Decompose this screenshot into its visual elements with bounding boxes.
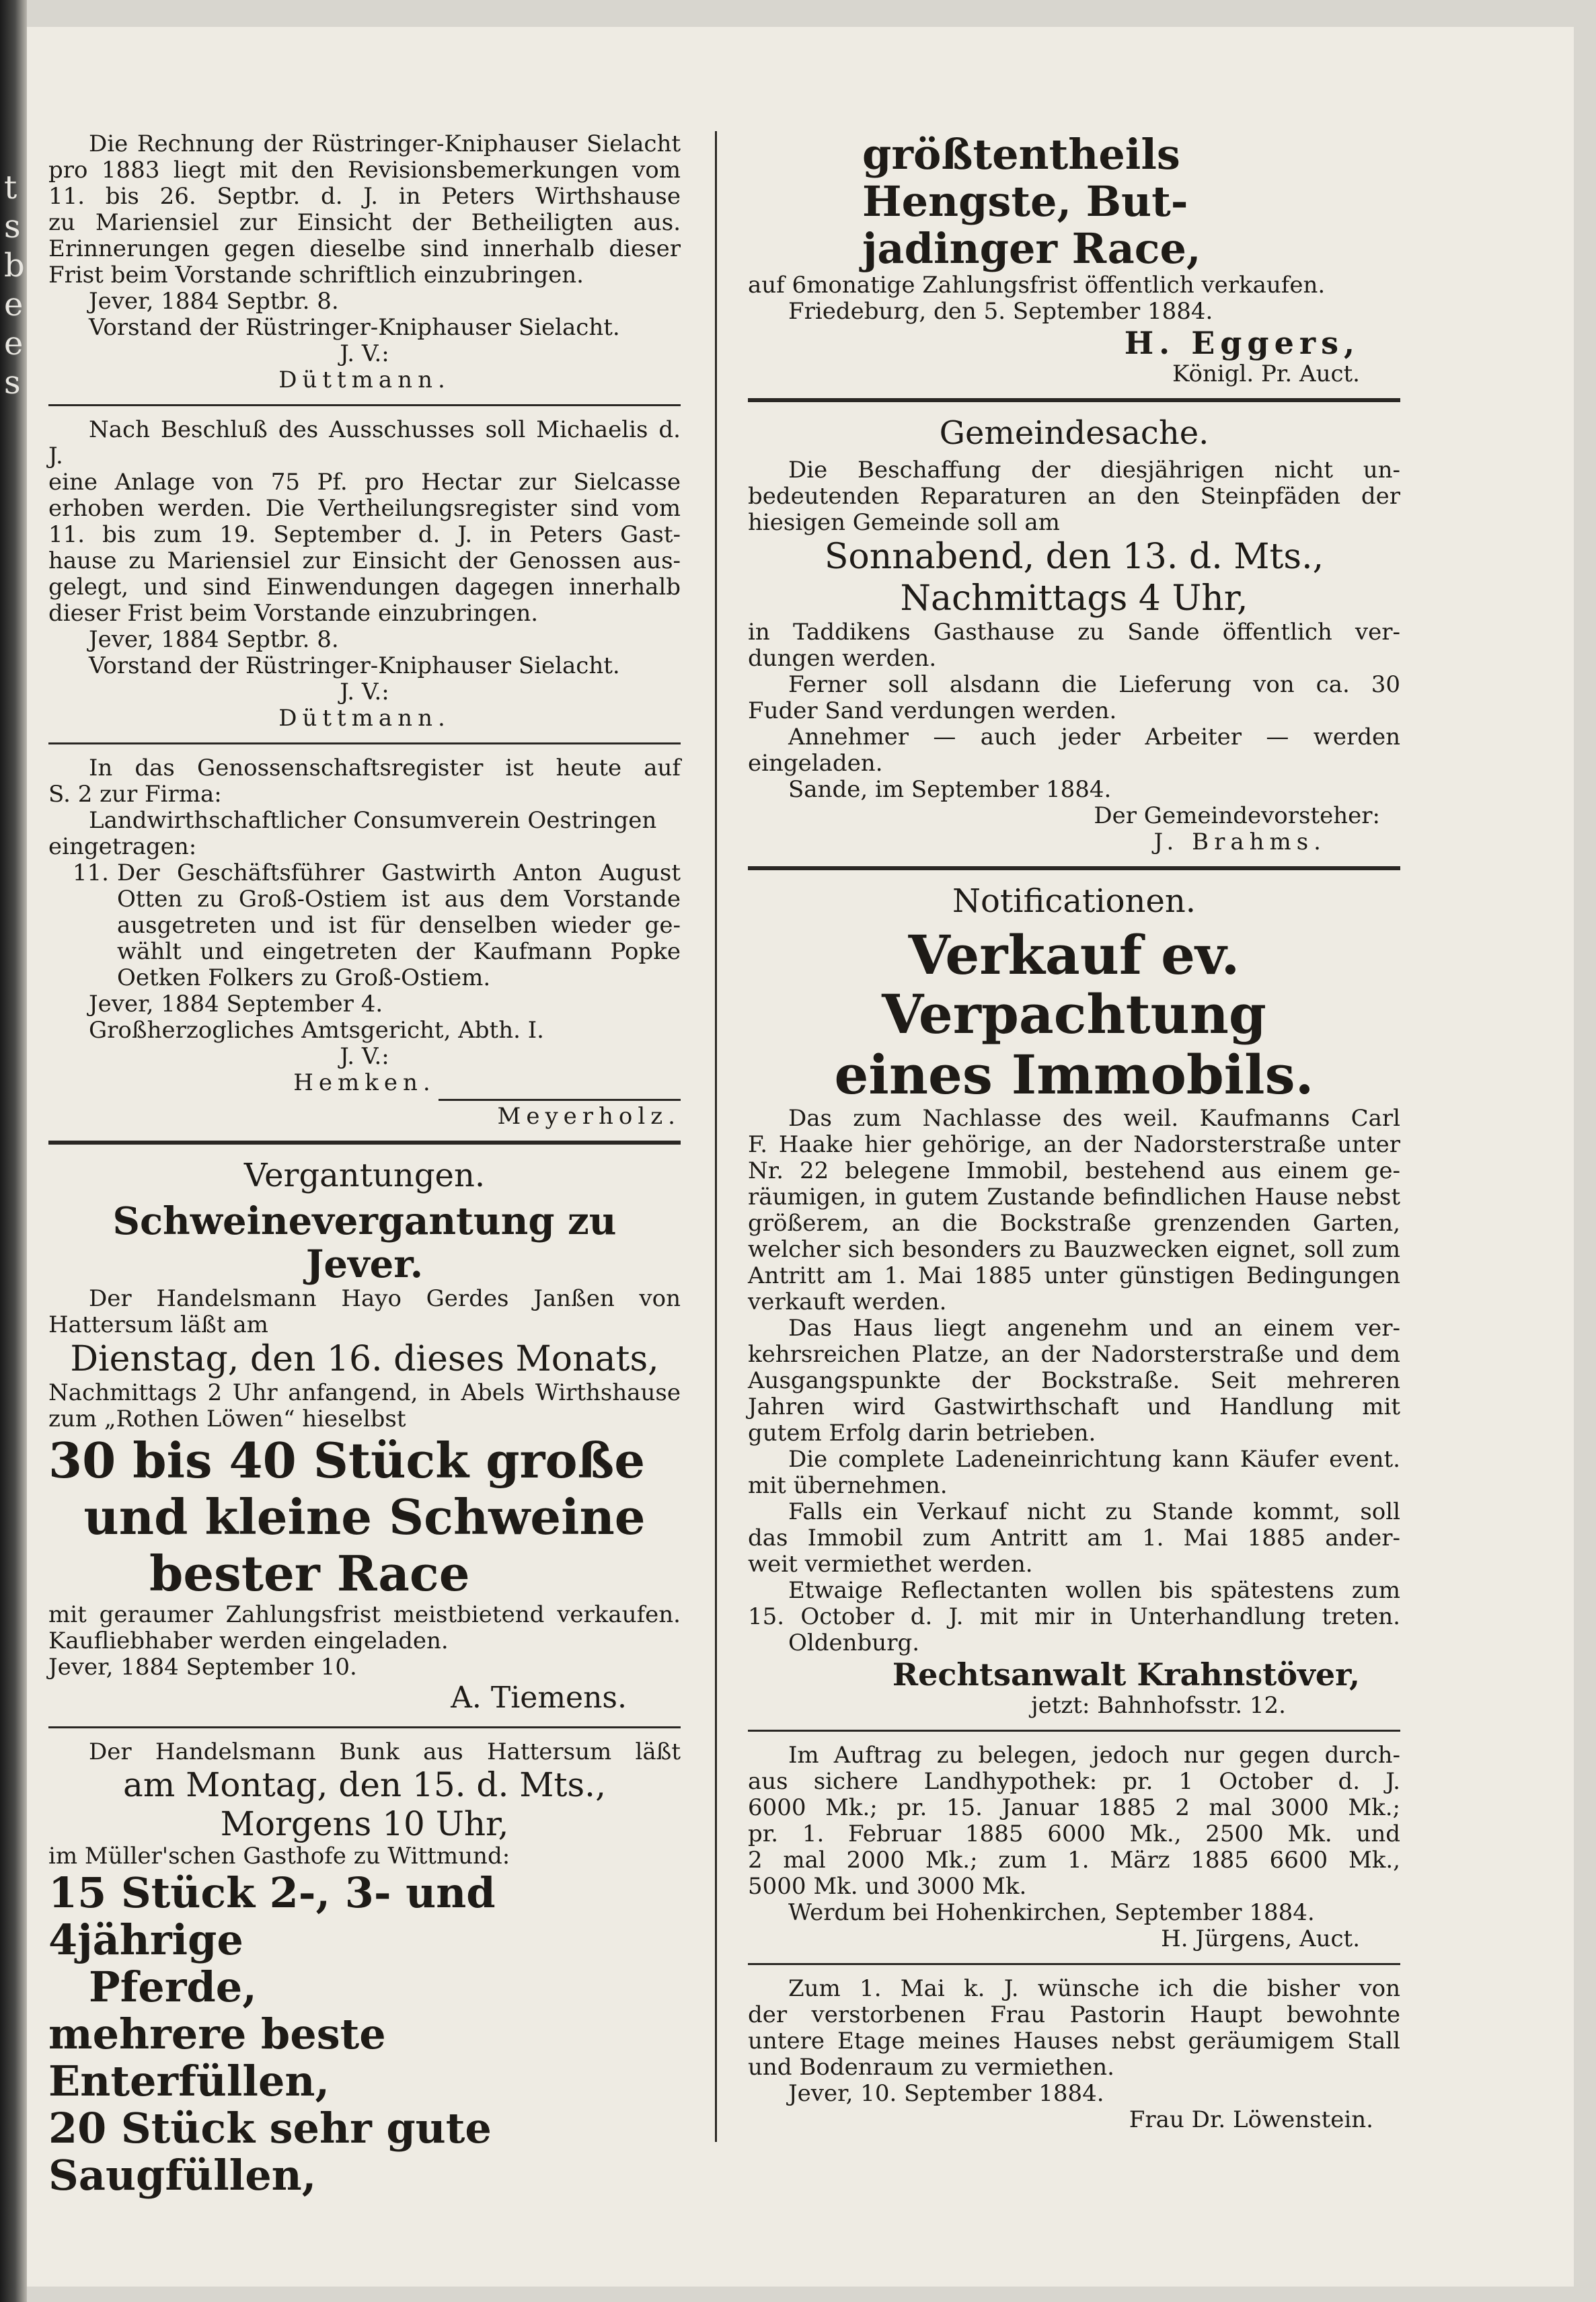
ad-headline: eines Immobils. — [834, 1043, 1314, 1106]
separator-rule — [748, 1730, 1400, 1732]
signer: H. Eggers, — [1124, 325, 1360, 361]
offer-line: 20 Stück sehr gute Saugfüllen, — [48, 2104, 492, 2200]
ad-line: zu Mariensiel zur Einsicht der Betheiligten aus. — [48, 209, 681, 236]
ad-line: auf 6monatige Zahlungsfrist öffentlich verkaufen. — [748, 272, 1326, 299]
ad-line: aus sichere Landhypothek: pr. 1 October d. J. — [748, 1768, 1400, 1795]
ad-line: 5000 Mk. und 3000 Mk. — [748, 1873, 1027, 1900]
ad-line: 6000 Mk.; pr. 15. Januar 1885 2 mal 3000 Mk.; — [748, 1794, 1400, 1821]
ad-line: erhoben werden. Die Vertheilungsregister sind vom — [48, 495, 681, 522]
section-title: Vergantungen. — [243, 1157, 486, 1194]
margin-mark: e — [4, 286, 24, 323]
ad-line: In das Genossenschaftsregister ist heute auf — [89, 755, 681, 781]
separator-rule — [48, 1141, 681, 1145]
ad-line: pro 1883 liegt mit den Revisionsbemerkungen vom — [48, 157, 681, 184]
ad-line: Nachmittags 2 Uhr anfangend, in Abels Wirthshause — [48, 1379, 681, 1406]
ad-line: Der Handelsmann Bunk aus Hattersum läßt — [89, 1738, 681, 1765]
column-divider — [715, 131, 717, 2142]
clerk-rule — [439, 1099, 681, 1101]
ad-line: und Bodenraum zu vermiethen. — [748, 2054, 1114, 2081]
entry-line: Oetken Folkers zu Groß-Ostiem. — [117, 964, 491, 991]
ad-line: zum „Rothen Löwen“ hieselbst — [48, 1406, 406, 1432]
ad-line: Ferner soll alsdann die Lieferung von ca. 30 — [788, 671, 1400, 698]
ad-line: Das zum Nachlasse des weil. Kaufmanns Carl — [788, 1105, 1400, 1132]
separator-rule — [48, 1726, 681, 1728]
auction-time: Morgens 10 Uhr, — [220, 1804, 509, 1843]
auction-date: Dienstag, den 16. dieses Monats, — [70, 1339, 659, 1379]
office-title: Der Gemeindevorsteher: — [1094, 802, 1380, 829]
ad-line: Das Haus liegt angenehm und an einem ver- — [788, 1315, 1400, 1342]
signer: J. Brahms. — [1153, 829, 1326, 855]
entry-line: wählt und eingetreten der Kaufmann Popke — [117, 938, 681, 965]
ad-line: in Taddikens Gasthause zu Sande öffentlich ver- — [748, 619, 1400, 646]
section-title: Notificationen. — [952, 882, 1196, 920]
auction-place: im Müller'schen Gasthofe zu Wittmund: — [48, 1843, 510, 1870]
ad-hypothek — [748, 1742, 1400, 1952]
signer: A. Tiemens. — [451, 1681, 627, 1715]
place-date: Sande, im September 1884. — [788, 776, 1112, 803]
ad-gemeindesache — [748, 413, 1400, 855]
offer-line: 30 bis 40 Stück große — [48, 1432, 646, 1489]
auction-date: am Montag, den 15. d. Mts., — [123, 1765, 606, 1804]
separator-rule — [748, 1963, 1400, 1965]
signer: Düttmann. — [278, 705, 451, 732]
ad-genossenschaftsregister — [48, 755, 681, 1130]
ad-line: weit vermiethet werden. — [748, 1551, 1033, 1578]
place-date: Jever, 1884 September 10. — [48, 1654, 357, 1681]
place: Oldenburg. — [788, 1629, 920, 1656]
ad-line: verkauft werden. — [748, 1289, 947, 1315]
ad-pferdeverkauf — [48, 1739, 681, 2199]
ad-line: hause zu Mariensiel zur Einsicht der Genossen aus- — [48, 547, 681, 574]
place-date: Friedeburg, den 5. September 1884. — [788, 298, 1213, 325]
ad-line: dieser Frist beim Vorstande einzubringen. — [48, 600, 539, 627]
offer-line: Pferde, — [89, 1962, 257, 2011]
ad-line: räumigen, in gutem Zustande befindlichen Hause nebst — [748, 1184, 1400, 1211]
ad-line: Kaufliebhaber werden eingeladen. — [48, 1627, 449, 1654]
ad-line: eine Anlage von 75 Pf. pro Hectar zur Sielcasse — [48, 469, 681, 496]
ad-line: gutem Erfolg darin betrieben. — [748, 1420, 1096, 1447]
ad-line: 11. bis 26. Septbr. d. J. in Peters Wirthshause — [48, 183, 681, 210]
place-date: Jever, 1884 Septbr. 8. — [89, 288, 339, 315]
ad-line: eingeladen. — [748, 750, 883, 777]
entry-line: ausgetreten und ist für denselben wieder ge- — [117, 912, 681, 939]
ad-immobil-verkauf — [748, 925, 1400, 1719]
ad-line: 15. October d. J. mit mir in Unterhandlung treten. — [748, 1603, 1400, 1630]
ad-line: Nr. 22 belegene Immobil, bestehend aus einem ge- — [748, 1157, 1400, 1184]
ad-line: gelegt, und sind Einwendungen dagegen innerhalb — [48, 574, 681, 601]
ad-line: untere Etage meines Hauses nebst geräumigem Stall — [748, 2028, 1400, 2055]
ad-pferdeverkauf-continued — [748, 131, 1400, 387]
left-column — [48, 131, 681, 2199]
offer-line: größtentheils Hengste, But- — [862, 130, 1188, 226]
ad-line: 11. bis zum 19. September d. J. in Peters Gast- — [48, 521, 681, 548]
ad-line: größerem, an die Bockstraße grenzenden Garten, — [748, 1210, 1400, 1237]
registered-label: eingetragen: — [48, 833, 197, 860]
ad-line: der verstorbenen Frau Pastorin Haupt bewohnte — [748, 2001, 1400, 2028]
signer-title: Königl. Pr. Auct. — [1172, 360, 1360, 387]
ad-line: Jahren wird Gastwirthschaft und Handlung mit — [748, 1393, 1400, 1420]
ad-line: Antritt am 1. Mai 1885 unter günstigen Bedingungen — [748, 1262, 1400, 1289]
ad-line: Nach Beschluß des Ausschusses soll Michaelis d. J. — [48, 416, 681, 469]
ad-line: Zum 1. Mai k. J. wünsche ich die bisher von — [788, 1975, 1400, 2002]
ad-sielacht-rechnung — [48, 131, 681, 393]
ad-line: Im Auftrag zu belegen, jedoch nur gegen durch- — [788, 1742, 1400, 1769]
court-name: Großherzogliches Amtsgericht, Abth. I. — [89, 1017, 544, 1044]
margin-mark: t — [4, 169, 17, 206]
in-vertretung: J. V.: — [340, 340, 389, 367]
ad-line: dungen werden. — [748, 645, 937, 672]
ad-line: Frist beim Vorstande schriftlich einzubringen. — [48, 262, 584, 289]
ad-wohnung-vermietung — [748, 1976, 1400, 2133]
ad-line: mit geraumer Zahlungsfrist meistbietend verkaufen. — [48, 1601, 681, 1628]
margin-mark: b — [4, 247, 25, 284]
ad-line: bedeutenden Reparaturen an den Steinpfäden der — [748, 483, 1400, 510]
firm-name: Landwirthschaftlicher Consumverein Oestringen — [89, 807, 657, 834]
margin-mark: s — [4, 364, 21, 401]
register-entry — [48, 860, 681, 991]
signer: H. Jürgens, Auct. — [1161, 1925, 1360, 1952]
auction-date: Sonnabend, den 13. d. Mts., — [824, 537, 1324, 577]
right-column — [748, 131, 1400, 2133]
offer-line: jadinger Race, — [862, 224, 1201, 273]
ad-title: Gemeindesache. — [939, 414, 1209, 452]
ad-line: Erinnerungen gegen dieselbe sind innerhalb dieser — [48, 235, 681, 262]
offer-line: bester Race — [149, 1545, 470, 1602]
entry-line: Otten zu Groß-Ostiem ist aus dem Vorstande — [117, 886, 681, 913]
ad-line: mit übernehmen. — [748, 1472, 948, 1499]
page-gutter-shadow — [0, 0, 27, 2302]
ad-line: Die Rechnung der Rüstringer-Kniphauser Sielacht — [89, 130, 681, 157]
board-name: Vorstand der Rüstringer-Kniphauser Sielacht. — [89, 314, 620, 341]
signer: Düttmann. — [278, 367, 451, 393]
ad-line: Fuder Sand verdungen werden. — [748, 697, 1117, 724]
place-date: Jever, 1884 September 4. — [89, 991, 383, 1018]
ad-line: Annehmer — auch jeder Arbeiter — werden — [788, 724, 1400, 751]
ad-headline: Schweinevergantung zu Jever. — [112, 1199, 617, 1287]
board-name: Vorstand der Rüstringer-Kniphauser Sielacht. — [89, 652, 620, 679]
signer-address: jetzt: Bahnhofsstr. 12. — [1031, 1692, 1286, 1719]
signer: Hemken. — [293, 1069, 436, 1096]
ad-line: welcher sich besonders zu Bauzwecken eignet, soll zum — [748, 1236, 1400, 1263]
separator-rule — [748, 866, 1400, 870]
clerk-signer: Meyerholz. — [497, 1103, 681, 1130]
ad-sielcasse-anlage — [48, 417, 681, 732]
ad-line: Hattersum läßt am — [48, 1311, 268, 1338]
separator-rule — [748, 398, 1400, 402]
place-date: Jever, 10. September 1884. — [788, 2080, 1104, 2107]
ad-line: Etwaige Reflectanten wollen bis spätestens zum — [788, 1577, 1400, 1604]
ad-headline: Verkauf ev. Verpachtung — [882, 923, 1266, 1046]
offer-line: mehrere beste Enterfüllen, — [48, 2009, 386, 2106]
ad-line: 2 mal 2000 Mk.; zum 1. März 1885 6600 Mk., — [748, 1847, 1400, 1874]
offer-line: und kleine Schweine — [83, 1488, 646, 1545]
margin-mark: s — [4, 208, 21, 245]
entry-line: Der Geschäftsführer Gastwirth Anton August — [117, 859, 681, 886]
separator-rule — [48, 404, 681, 406]
ad-line: Die Beschaffung der diesjährigen nicht un- — [788, 457, 1400, 484]
ad-line: Ausgangspunkte der Bockstraße. Seit mehreren — [748, 1367, 1400, 1394]
ad-line: das Immobil zum Antritt am 1. Mai 1885 ander- — [748, 1525, 1400, 1551]
auction-time: Nachmittags 4 Uhr, — [900, 578, 1248, 619]
separator-rule — [48, 742, 681, 744]
offer-line: 15 Stück 2-, 3- und 4jährige — [48, 1868, 496, 1964]
signer: Frau Dr. Löwenstein. — [1129, 2106, 1373, 2133]
ad-line: Die complete Ladeneinrichtung kann Käufer event. — [788, 1446, 1400, 1473]
signer: Rechtsanwalt Krahnstöver, — [892, 1656, 1360, 1693]
ad-line: Falls ein Verkauf nicht zu Stande kommt, soll — [788, 1498, 1400, 1525]
ad-schweinevergantung — [48, 1200, 681, 1716]
ad-line: F. Haake hier gehörige, an der Nadorsterstraße unter — [748, 1131, 1400, 1158]
margin-marks — [4, 168, 24, 402]
ad-line: kehrsreichen Platze, an der Nadorsterstraße und dem — [748, 1341, 1400, 1368]
place-date: Werdum bei Hohenkirchen, September 1884. — [788, 1899, 1315, 1926]
ad-line: S. 2 zur Firma: — [48, 781, 222, 808]
ad-line: hiesigen Gemeinde soll am — [748, 509, 1060, 536]
in-vertretung: J. V.: — [340, 679, 389, 705]
ad-line: Der Handelsmann Hayo Gerdes Janßen von — [89, 1285, 681, 1312]
place-date: Jever, 1884 Septbr. 8. — [89, 626, 339, 653]
margin-mark: e — [4, 325, 24, 362]
entry-number: 11. — [72, 859, 109, 886]
ad-line: pr. 1. Februar 1885 6000 Mk., 2500 Mk. und — [748, 1820, 1400, 1847]
in-vertretung: J. V.: — [340, 1043, 389, 1070]
